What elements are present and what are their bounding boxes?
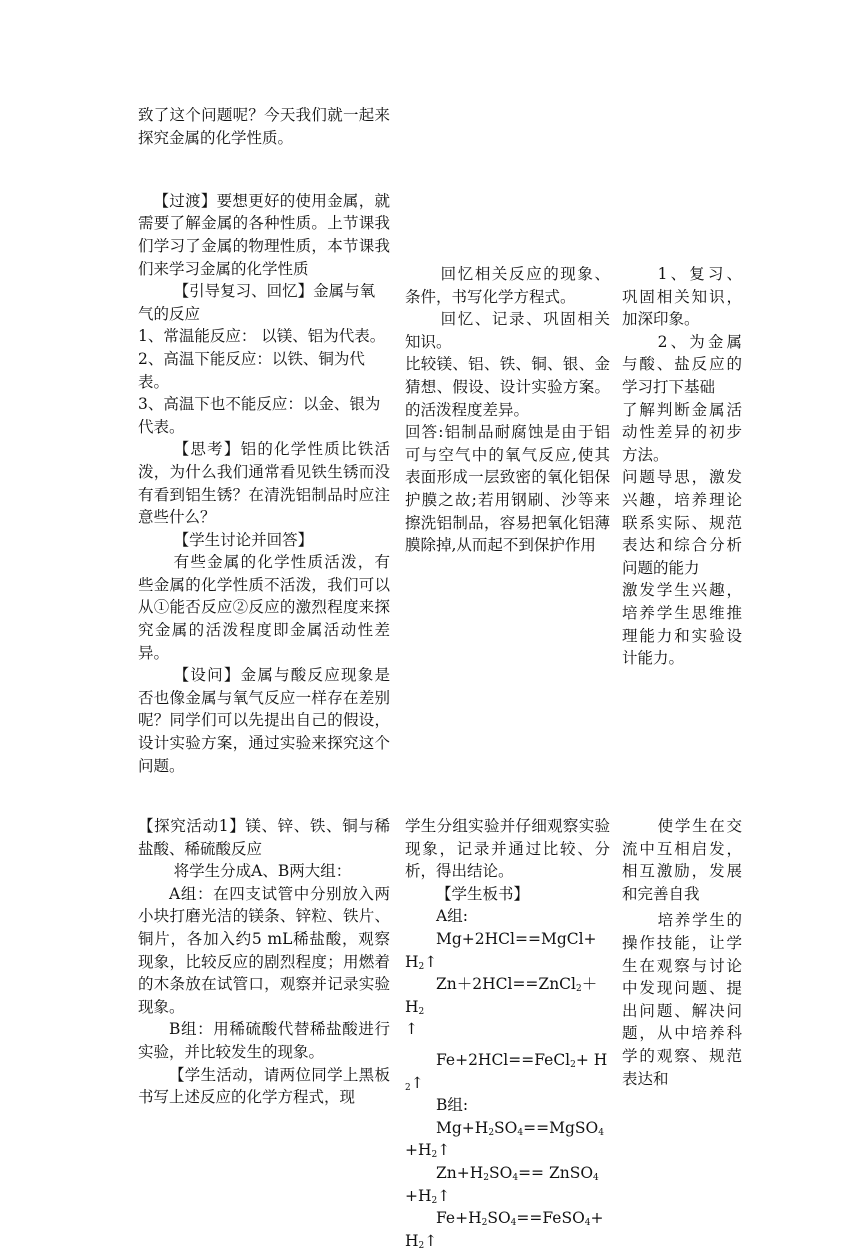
intent-1: 1、复习、巩固相关知识，加深印象。 — [622, 265, 742, 329]
activity1-teacher-column — [138, 815, 390, 1109]
think-question: 【思考】铝的化学性质比铁活泼，为什么我们通常看见铁生锈而没有看到铝生锈？在清洗铝制品时应注意些什么？ — [138, 440, 390, 527]
group-experiment-text: 学生分组实验并仔细观察实验现象，记录并通过比较、分析，得出结论。 — [405, 817, 610, 881]
transition-text: 【过渡】要想更好的使用金属，就需要了解金属的各种性质。上节课我们学习了金属的物理性质，本节课我们来学习金属的化学性质 — [138, 191, 390, 278]
equation-b-zn: $Zn+H_2SO_4==$ $ZnSO_4+H_2↑$ — [405, 1163, 599, 1206]
review-item-1: 1、常温能反应： 以镁、铝为代表。 — [138, 327, 386, 346]
grouping-text: 将学生分成A、B两大组： — [173, 862, 352, 881]
discussion-text: 有些金属的化学性质活泼，有些金属的化学性质不活泼，我们可以从①能否反应②反应的激烈程度来探究金属的活泼程度即金属活动性差异。 — [138, 553, 390, 662]
board-writing-instructions: 【学生活动，请两位同学上黑板书写上述反应的化学方程式，现 — [138, 1065, 390, 1107]
blank-line — [138, 149, 390, 172]
discussion-heading: 【学生讨论并回答】 — [173, 530, 314, 549]
intent-3: 了解判断金属活动性差异的初步方法。 — [622, 400, 742, 464]
equation-a-fe: Fe+2HCl==FeCl$_2$+ $H_2↑$ — [405, 1050, 608, 1093]
intent-skills: 培养学生的操作技能，让学生在观察与讨论中发现问题、提出问题、解决问题，从中培养科学的观察、规范表达和 — [622, 911, 742, 1088]
student-activity-column — [405, 263, 610, 557]
group-a-label: A组: — [436, 907, 468, 926]
equation-a-zn: $Zn+2HCl==ZnCl_2+H_2$ ↑ — [405, 975, 598, 1039]
student-compare: 比较镁、铝、铁、铜、银、金猜想、假设、设计实验方案。的活泼程度差异。 — [405, 355, 610, 419]
review-heading: 【引导复习、回忆】金属与氧气的反应 — [138, 282, 376, 323]
activity1-heading: 【探究活动1】镁、锌、铁、铜与稀盐酸、稀硫酸反应 — [138, 817, 390, 858]
design-intent-column — [622, 263, 742, 670]
intent-4: 问题导思，激发兴趣，培养理论联系实际、规范表达和综合分析问题的能力 — [622, 468, 742, 577]
student-recall: 回忆相关反应的现象、条件，书写化学方程式。 — [405, 265, 610, 306]
student-record: 回忆、记录、巩固相关知识。 — [405, 310, 610, 351]
equation-b-mg: $Mg+H_2SO_4==MgSO_4+H_2↑$ — [405, 1118, 604, 1161]
activity1-intent-column — [622, 815, 742, 1090]
board-heading: 【学生板书】 — [436, 884, 530, 903]
review-item-3: 3、高温下也不能反应：以金、银为代表。 — [138, 395, 381, 436]
intent-5: 激发学生兴趣，培养学生思维推理能力和实验设计能力。 — [622, 581, 742, 668]
group-b-instructions: B组：用稀硫酸代替稀盐酸进行实验，并比较发生的现象。 — [138, 1020, 390, 1061]
activity1-student-column — [405, 815, 610, 1252]
group-a-instructions: A组：在四支试管中分别放入两小块打磨光洁的镁条、锌粒、铁片、铜片，各加入约5 mL稀盐酸，观察现象，比较反应的剧烈程度；用燃着的木条放在试管口，观察并记录实验现象。 — [138, 884, 390, 1016]
intro-text: 致了这个问题呢？今天我们就一起来探究金属的化学性质。 — [138, 106, 390, 147]
question-text: 【设问】金属与酸反应现象是否也像金属与氧气反应一样存在差别呢？同学们可以先提出自己的假设，设计实验方案，通过实验来探究这个问题。 — [138, 666, 390, 775]
teacher-activity-column — [138, 104, 390, 777]
equation-a-mg: $Mg+2HCl==MgCl+H_2↑$ — [405, 929, 597, 972]
intent-communication: 使学生在交流中互相启发，相互激励，发展和完善自我 — [622, 817, 742, 903]
equation-b-fe: $Fe+H_2SO_4==FeSO_4+$ $H_2↑$ — [405, 1209, 609, 1251]
group-b-label: B组: — [436, 1096, 469, 1115]
intent-2: 2、为金属与酸、盐反应的学习打下基础 — [622, 332, 742, 396]
review-item-2: 2、高温下能反应：以铁、铜为代表。 — [138, 349, 365, 391]
student-answer: 回答:铝制品耐腐蚀是由于铝可与空气中的氧气反应,使其表面形成一层致密的氧化铝保护膜之故;若用钢刷、沙等来擦洗铝制品，容易把氧化铝薄膜除掉,从而起不到保护作用 — [405, 423, 610, 555]
